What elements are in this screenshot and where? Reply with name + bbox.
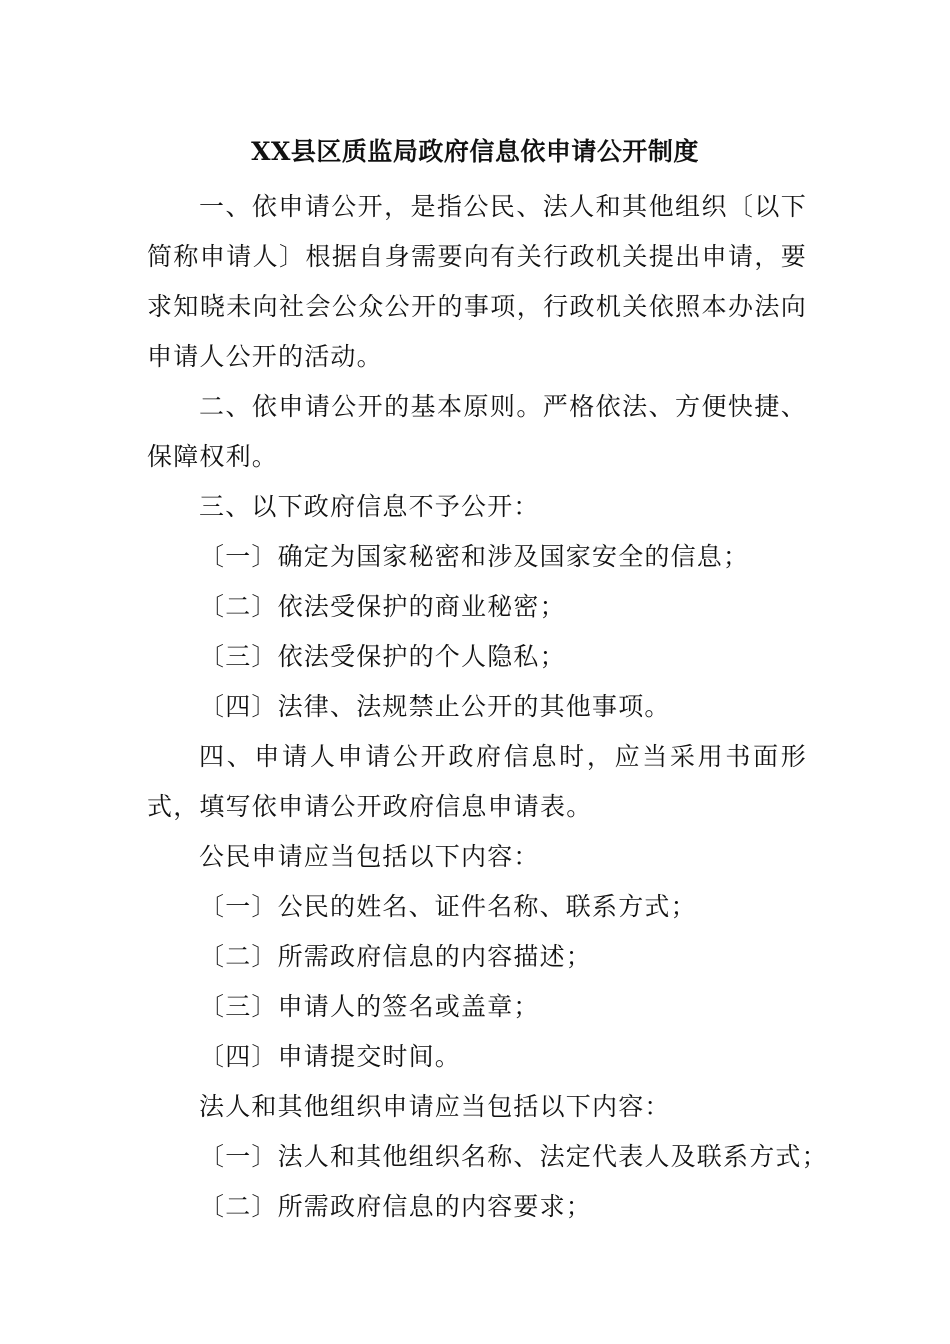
list-item: 〔三〕依法受保护的个人隐私；: [199, 642, 566, 671]
list-item: 〔二〕所需政府信息的内容要求；: [199, 1192, 593, 1221]
paragraph-organization-requirements: 法人和其他组织申请应当包括以下内容：: [199, 1092, 671, 1121]
paragraph-citizen-requirements: 公民申请应当包括以下内容：: [199, 842, 540, 871]
list-item: 〔二〕所需政府信息的内容描述；: [199, 942, 593, 971]
document-body: [147, 182, 828, 1232]
list-item: 〔一〕确定为国家秘密和涉及国家安全的信息；: [199, 542, 750, 571]
paragraph-definition: 一、依申请公开，是指公民、法人和其他组织〔以下简称申请人〕根据自身需要向有关行政机关提出申请，要求知晓未向社会公众公开的事项，行政机关依照本办法向申请人公开的活动。: [147, 192, 807, 371]
paragraph-non-disclosure: 三、以下政府信息不予公开：: [199, 492, 540, 521]
document-title: XX县区质监局政府信息依申请公开制度: [251, 137, 699, 166]
list-item: 〔三〕申请人的签名或盖章；: [199, 992, 540, 1021]
paragraph-application-form: 四、申请人申请公开政府信息时，应当采用书面形式，填写依申请公开政府信息申请表。: [147, 742, 807, 821]
list-item: 〔一〕公民的姓名、证件名称、联系方式；: [199, 892, 697, 921]
list-item: 〔二〕依法受保护的商业秘密；: [199, 592, 566, 621]
list-item: 〔一〕法人和其他组织名称、法定代表人及联系方式；: [199, 1142, 828, 1171]
list-item: 〔四〕申请提交时间。: [199, 1042, 462, 1071]
list-item: 〔四〕法律、法规禁止公开的其他事项。: [199, 692, 671, 721]
paragraph-principles: 二、依申请公开的基本原则。严格依法、方便快捷、保障权利。: [147, 392, 807, 471]
